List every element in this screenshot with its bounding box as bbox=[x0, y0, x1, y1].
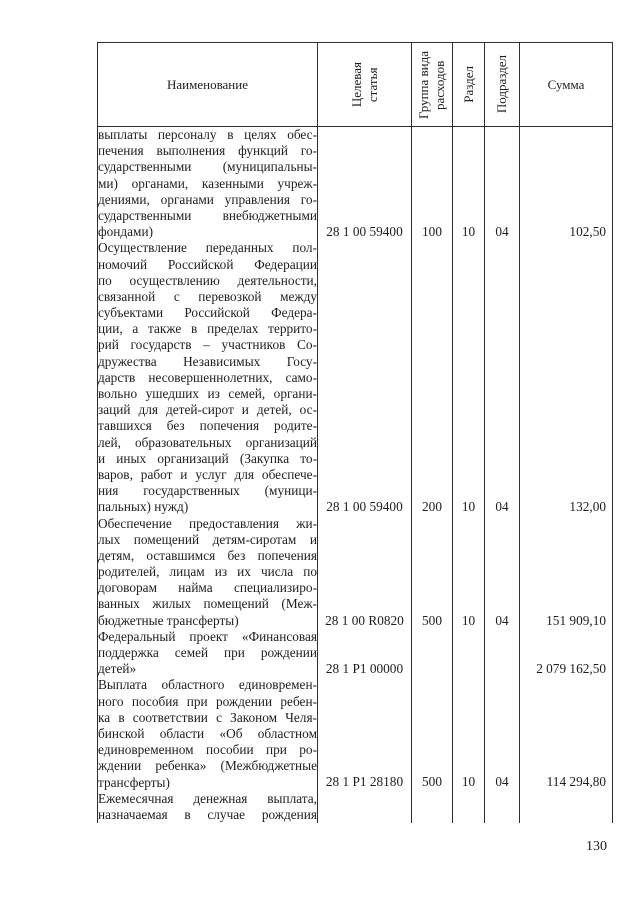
row-name-line: и иных организаций (Закупка то- bbox=[98, 450, 317, 466]
row-name-line: субъектами Российской Федера- bbox=[98, 305, 317, 321]
row-name-line: лей, образовательных организаций bbox=[98, 434, 317, 450]
amount-cell: 2 079 162,50 bbox=[520, 629, 613, 678]
row-name-line: детей» bbox=[98, 661, 137, 677]
target-article-cell bbox=[318, 791, 412, 823]
header-target-article-line: Целевая bbox=[348, 61, 364, 108]
header-subsection bbox=[485, 43, 520, 127]
header-target-article-rotated bbox=[349, 62, 381, 107]
expense-group-cell: 500 bbox=[412, 516, 453, 629]
row-name-line: печения выполнения функций го- bbox=[98, 143, 317, 159]
row-name-line: ждении ребенка» (Межбюджетные bbox=[98, 758, 317, 774]
section-cell bbox=[453, 629, 485, 678]
row-name-cell bbox=[98, 516, 318, 629]
row-name-line: номочий Российской Федерации bbox=[98, 256, 317, 272]
amount-cell: 102,50 bbox=[520, 127, 613, 241]
subsection-cell: 04 bbox=[485, 677, 520, 790]
header-target-article bbox=[318, 43, 412, 127]
row-name-line: Выплата областного единовремен- bbox=[98, 677, 317, 693]
row-name-line: тавшихся без попечения родите- bbox=[98, 418, 317, 434]
row-name-line: единовременном пособии при ро- bbox=[98, 742, 317, 758]
header-subsection-label: Подраздел bbox=[494, 55, 509, 114]
header-subsection-rotated bbox=[494, 55, 510, 113]
header-amount-label: Сумма bbox=[547, 76, 585, 92]
row-name-line: бинской области «Об областном bbox=[98, 725, 317, 741]
row-name-line: варов, работ и услуг для обеспече- bbox=[98, 466, 317, 482]
row-name-line: родителей, лицам из их числа по bbox=[98, 564, 317, 580]
row-name-line: ния государственных (муници- bbox=[98, 483, 317, 499]
header-row bbox=[98, 43, 613, 127]
row-name-line: Осуществление переданных пол- bbox=[98, 240, 317, 256]
row-name-cell bbox=[98, 127, 318, 241]
expense-group-cell bbox=[412, 629, 453, 678]
row-name-line: связанной с перевозкой между bbox=[98, 288, 317, 304]
subsection-cell bbox=[485, 629, 520, 678]
row-name-line: ка в соответствии с Законом Челя- bbox=[98, 709, 317, 725]
row-name-line: договорам найма специализиро- bbox=[98, 580, 317, 596]
expense-group-cell bbox=[412, 791, 453, 823]
table-row bbox=[98, 629, 613, 678]
table-row bbox=[98, 791, 613, 823]
row-name-line: бюджетные трансферты) bbox=[98, 612, 239, 628]
header-expense-group-rotated bbox=[416, 51, 448, 119]
header-section-label: Раздел bbox=[460, 66, 476, 103]
header-name-label: Наименование bbox=[167, 76, 248, 92]
table-body bbox=[98, 127, 613, 824]
row-name-line: лых помещений детям-сиротам и bbox=[98, 531, 317, 547]
section-cell: 10 bbox=[453, 677, 485, 790]
target-article-cell: 28 1 P1 00000 bbox=[318, 629, 412, 678]
table-row bbox=[98, 127, 613, 241]
row-name-line: дружества Независимых Госу- bbox=[98, 353, 317, 369]
subsection-cell: 04 bbox=[485, 240, 520, 515]
row-name-line: поддержка семей при рождении bbox=[98, 645, 317, 660]
target-article-cell: 28 1 00 59400 bbox=[318, 240, 412, 515]
table-row bbox=[98, 516, 613, 629]
row-name-line: ного пособия при рождении ребен- bbox=[98, 693, 317, 709]
header-expense-group-line: Группа вида bbox=[416, 50, 431, 119]
row-name-line: пальных) нужд) bbox=[98, 499, 189, 515]
header-amount bbox=[520, 43, 613, 127]
row-name-cell bbox=[98, 240, 318, 515]
row-name-line: по осуществлению деятельности, bbox=[98, 272, 317, 288]
header-name bbox=[98, 43, 318, 127]
row-name-line: Ежемесячная денежная выплата, bbox=[98, 790, 317, 806]
subsection-cell: 04 bbox=[485, 127, 520, 241]
section-cell: 10 bbox=[453, 240, 485, 515]
header-target-article-line: статья bbox=[364, 67, 380, 102]
target-article-cell: 28 1 00 R0820 bbox=[318, 516, 412, 629]
header-section bbox=[453, 43, 485, 127]
expense-group-cell: 200 bbox=[412, 240, 453, 515]
row-name-line: ванных жилых помещений (Меж- bbox=[98, 596, 317, 612]
row-name-line: Федеральный проект «Финансовая bbox=[98, 628, 317, 644]
row-name-line: назначаемая в случае рождения bbox=[98, 806, 317, 822]
page-number: 130 bbox=[586, 839, 607, 854]
expense-group-cell: 100 bbox=[412, 127, 453, 241]
section-cell: 10 bbox=[453, 516, 485, 629]
row-name-line: ми) органами, казенными учреж- bbox=[98, 175, 317, 191]
amount-cell: 114 294,80 bbox=[520, 677, 613, 790]
row-name-line: детям, оставшимся без попечения bbox=[98, 547, 317, 563]
row-name-cell bbox=[98, 791, 318, 823]
header-expense-group-line: расходов bbox=[432, 59, 447, 110]
section-cell bbox=[453, 791, 485, 823]
table-row bbox=[98, 240, 613, 515]
header-section-rotated bbox=[461, 66, 477, 103]
table-row bbox=[98, 677, 613, 790]
row-name-line: сударственными внебюджетными bbox=[98, 207, 317, 223]
budget-table bbox=[97, 42, 613, 823]
amount-cell: 132,00 bbox=[520, 240, 613, 515]
row-name-line: Обеспечение предоставления жи- bbox=[98, 515, 317, 531]
row-name-cell bbox=[98, 677, 318, 790]
amount-cell bbox=[520, 791, 613, 823]
table-header bbox=[98, 43, 613, 127]
row-name-cell bbox=[98, 629, 318, 678]
row-name-line: ции, а также в пределах террито- bbox=[98, 321, 317, 337]
row-name-line: заций для детей-сирот и детей, ос- bbox=[98, 402, 317, 418]
target-article-cell: 28 1 P1 28180 bbox=[318, 677, 412, 790]
row-name-line: дарств несовершеннолетних, само- bbox=[98, 369, 317, 385]
row-name-line: трансферты) bbox=[98, 774, 170, 790]
expense-group-cell: 500 bbox=[412, 677, 453, 790]
subsection-cell bbox=[485, 791, 520, 823]
amount-cell: 151 909,10 bbox=[520, 516, 613, 629]
target-article-cell: 28 1 00 59400 bbox=[318, 127, 412, 241]
row-name-line: дениями, органами управления го- bbox=[98, 191, 317, 207]
subsection-cell: 04 bbox=[485, 516, 520, 629]
row-name-line: вольно ушедших из семей, органи- bbox=[98, 386, 317, 401]
header-expense-group bbox=[412, 43, 453, 127]
row-name-line: фондами) bbox=[98, 224, 154, 240]
row-name-line: сударственными (муниципальны- bbox=[98, 159, 317, 175]
row-name-line: выплаты персоналу в целях обес- bbox=[98, 127, 317, 142]
row-name-line: рий государств – участников Со- bbox=[98, 337, 317, 353]
section-cell: 10 bbox=[453, 127, 485, 241]
